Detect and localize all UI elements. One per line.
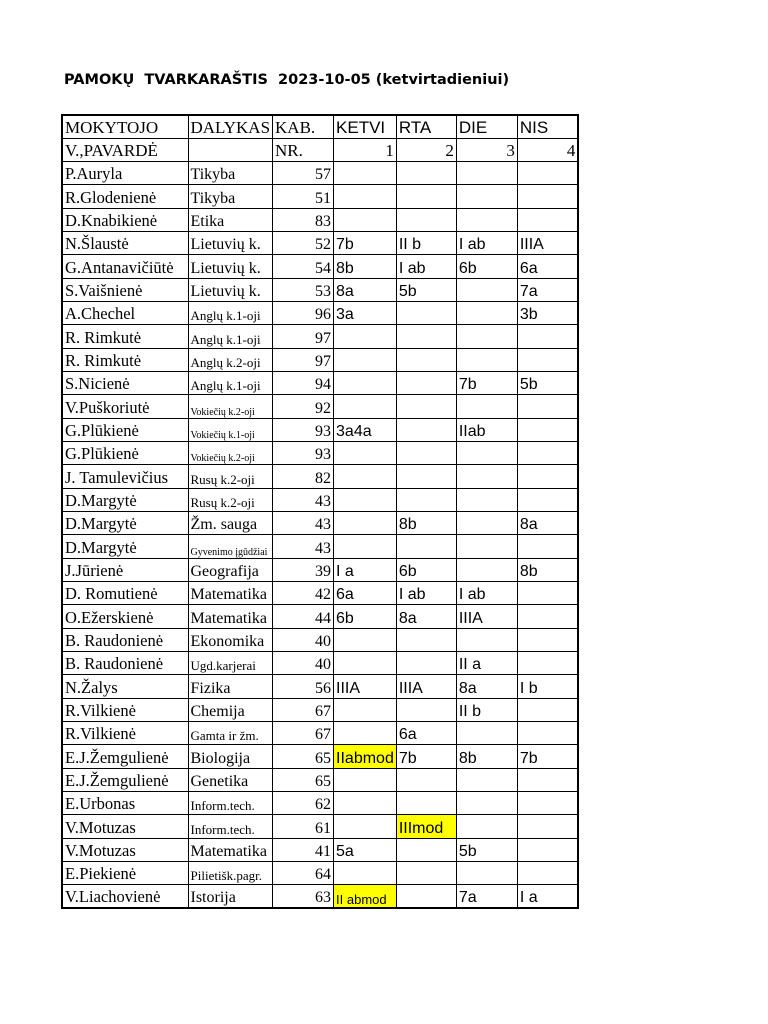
lesson-1-cell: I a: [334, 558, 397, 581]
lesson-2-cell: [396, 885, 456, 908]
lesson-1-cell: [334, 185, 397, 208]
lesson-1-cell: 3a4a: [334, 418, 397, 441]
room-cell: 93: [273, 442, 334, 465]
room-cell: 40: [273, 628, 334, 651]
lesson-4-cell: 3b: [517, 302, 578, 325]
lesson-3-cell: [456, 185, 517, 208]
lesson-1-cell: 6a: [334, 582, 397, 605]
lesson-4-cell: I a: [517, 885, 578, 908]
lesson-3-cell: I ab: [456, 582, 517, 605]
teacher-cell: V.Motuzas: [62, 815, 188, 838]
teacher-cell: D. Romutienė: [62, 582, 188, 605]
lesson-4-cell: [517, 418, 578, 441]
room-cell: 62: [273, 792, 334, 815]
lesson-2-cell: [396, 698, 456, 721]
lesson-4-cell: [517, 535, 578, 558]
teacher-cell: O.Ežerskienė: [62, 605, 188, 628]
table-row: [62, 418, 578, 441]
lesson-4-cell: [517, 162, 578, 185]
room-cell: 67: [273, 698, 334, 721]
room-cell: 65: [273, 745, 334, 768]
lesson-1-cell: [334, 208, 397, 231]
table-row: [62, 722, 578, 745]
table-row: [62, 442, 578, 465]
lesson-3-cell: 8a: [456, 675, 517, 698]
teacher-cell: N.Žalys: [62, 675, 188, 698]
teacher-cell: E.Urbonas: [62, 792, 188, 815]
table-row: [62, 208, 578, 231]
header-lesson-4: NIS: [517, 115, 578, 138]
table-row: [62, 465, 578, 488]
table-row: [62, 885, 578, 908]
lesson-3-cell: I ab: [456, 232, 517, 255]
lesson-2-cell: [396, 488, 456, 511]
lesson-1-cell: [334, 652, 397, 675]
room-cell: 96: [273, 302, 334, 325]
teacher-cell: J. Tamulevičius: [62, 465, 188, 488]
lesson-1-cell: [334, 488, 397, 511]
room-cell: 61: [273, 815, 334, 838]
teacher-cell: R. Rimkutė: [62, 325, 188, 348]
lesson-4-cell: 6a: [517, 255, 578, 278]
subject-cell: Vokiečių k.1-oji: [188, 418, 273, 441]
lesson-1-cell: IIabmod: [334, 745, 397, 768]
lesson-3-cell: 7b: [456, 372, 517, 395]
subject-cell: Inform.tech.: [188, 792, 273, 815]
table-row: [62, 582, 578, 605]
lesson-3-cell: 5b: [456, 838, 517, 861]
teacher-cell: E.J.Žemgulienė: [62, 768, 188, 791]
lesson-1-cell: 8b: [334, 255, 397, 278]
lesson-4-cell: [517, 442, 578, 465]
lesson-3-cell: [456, 325, 517, 348]
lesson-3-cell: [456, 558, 517, 581]
lesson-3-cell: IIab: [456, 418, 517, 441]
teacher-cell: G.Plūkienė: [62, 442, 188, 465]
subject-cell: Inform.tech.: [188, 815, 273, 838]
lesson-4-cell: [517, 838, 578, 861]
lesson-1-cell: 7b: [334, 232, 397, 255]
subject-cell: Biologija: [188, 745, 273, 768]
room-cell: 40: [273, 652, 334, 675]
lesson-3-cell: [456, 488, 517, 511]
table-row: [62, 348, 578, 371]
subject-cell: Chemija: [188, 698, 273, 721]
table-row: [62, 185, 578, 208]
subject-cell: Etika: [188, 208, 273, 231]
subject-cell: Lietuvių k.: [188, 278, 273, 301]
lesson-2-cell: [396, 838, 456, 861]
lesson-1-cell: [334, 628, 397, 651]
lesson-1-cell: IIIA: [334, 675, 397, 698]
room-cell: 94: [273, 372, 334, 395]
teacher-cell: R.Vilkienė: [62, 722, 188, 745]
table-row: [62, 558, 578, 581]
subject-cell: Žm. sauga: [188, 512, 273, 535]
subject-cell: Vokiečių k.2-oji: [188, 442, 273, 465]
header-lesson-1: 1: [334, 138, 397, 161]
teacher-cell: E.Piekienė: [62, 862, 188, 885]
lesson-3-cell: [456, 815, 517, 838]
teacher-cell: V.Motuzas: [62, 838, 188, 861]
header-lesson-3: 3: [456, 138, 517, 161]
lesson-2-cell: IIImod: [396, 815, 456, 838]
lesson-3-cell: [456, 348, 517, 371]
lesson-4-cell: [517, 582, 578, 605]
lesson-2-cell: IIIA: [396, 675, 456, 698]
teacher-cell: D.Margytė: [62, 512, 188, 535]
header-teacher: MOKYTOJO: [62, 115, 188, 138]
lesson-1-cell: [334, 792, 397, 815]
subject-cell: Lietuvių k.: [188, 255, 273, 278]
lesson-1-cell: [334, 535, 397, 558]
lesson-2-cell: [396, 372, 456, 395]
lesson-1-cell: [334, 465, 397, 488]
lesson-3-cell: 8b: [456, 745, 517, 768]
lesson-2-cell: [396, 162, 456, 185]
lesson-2-cell: 5b: [396, 278, 456, 301]
header-subject: [188, 138, 273, 161]
lesson-4-cell: 7a: [517, 278, 578, 301]
room-cell: 92: [273, 395, 334, 418]
teacher-cell: D.Margytė: [62, 535, 188, 558]
room-cell: 97: [273, 325, 334, 348]
lesson-2-cell: [396, 862, 456, 885]
room-cell: 93: [273, 418, 334, 441]
lesson-4-cell: 8b: [517, 558, 578, 581]
lesson-3-cell: [456, 722, 517, 745]
lesson-2-cell: [396, 348, 456, 371]
teacher-cell: V.Puškoriutė: [62, 395, 188, 418]
table-row: [62, 628, 578, 651]
room-cell: 83: [273, 208, 334, 231]
table-row: [62, 652, 578, 675]
table-row: [62, 278, 578, 301]
subject-cell: Matematika: [188, 605, 273, 628]
lesson-1-cell: 5a: [334, 838, 397, 861]
room-cell: 63: [273, 885, 334, 908]
header-teacher: V.,PAVARDĖ: [62, 138, 188, 161]
room-cell: 65: [273, 768, 334, 791]
room-cell: 56: [273, 675, 334, 698]
teacher-cell: J.Jūrienė: [62, 558, 188, 581]
lesson-3-cell: [456, 465, 517, 488]
lesson-2-cell: [396, 442, 456, 465]
lesson-1-cell: 3a: [334, 302, 397, 325]
header-row: [62, 138, 578, 161]
lesson-4-cell: 8a: [517, 512, 578, 535]
room-cell: 67: [273, 722, 334, 745]
lesson-1-cell: [334, 442, 397, 465]
lesson-3-cell: [456, 302, 517, 325]
lesson-4-cell: [517, 698, 578, 721]
room-cell: 52: [273, 232, 334, 255]
subject-cell: Rusų k.2-oji: [188, 488, 273, 511]
lesson-3-cell: [456, 862, 517, 885]
room-cell: 57: [273, 162, 334, 185]
lesson-3-cell: 7a: [456, 885, 517, 908]
lesson-4-cell: [517, 348, 578, 371]
lesson-2-cell: [396, 628, 456, 651]
teacher-cell: R. Rimkutė: [62, 348, 188, 371]
lesson-3-cell: [456, 208, 517, 231]
table-row: [62, 488, 578, 511]
room-cell: 54: [273, 255, 334, 278]
table-row: [62, 862, 578, 885]
lesson-2-cell: 8b: [396, 512, 456, 535]
room-cell: 97: [273, 348, 334, 371]
subject-cell: Lietuvių k.: [188, 232, 273, 255]
table-row: [62, 698, 578, 721]
teacher-cell: S.Vaišnienė: [62, 278, 188, 301]
lesson-4-cell: [517, 208, 578, 231]
lesson-4-cell: 7b: [517, 745, 578, 768]
room-cell: 43: [273, 512, 334, 535]
lesson-2-cell: [396, 535, 456, 558]
teacher-cell: N.Šlaustė: [62, 232, 188, 255]
lesson-1-cell: II abmod: [334, 885, 397, 908]
table-row: [62, 535, 578, 558]
lesson-4-cell: [517, 488, 578, 511]
lesson-1-cell: [334, 862, 397, 885]
lesson-1-cell: [334, 512, 397, 535]
subject-cell: Matematika: [188, 838, 273, 861]
teacher-cell: S.Nicienė: [62, 372, 188, 395]
lesson-4-cell: [517, 768, 578, 791]
subject-cell: Tikyba: [188, 162, 273, 185]
subject-cell: Genetika: [188, 768, 273, 791]
lesson-1-cell: 6b: [334, 605, 397, 628]
header-lesson-2: 2: [396, 138, 456, 161]
lesson-2-cell: I ab: [396, 255, 456, 278]
lesson-4-cell: [517, 605, 578, 628]
lesson-4-cell: I b: [517, 675, 578, 698]
lesson-2-cell: [396, 325, 456, 348]
teacher-cell: B. Raudonienė: [62, 628, 188, 651]
lesson-4-cell: 5b: [517, 372, 578, 395]
teacher-cell: R.Vilkienė: [62, 698, 188, 721]
subject-cell: Tikyba: [188, 185, 273, 208]
room-cell: 41: [273, 838, 334, 861]
lesson-2-cell: [396, 395, 456, 418]
teacher-cell: A.Chechel: [62, 302, 188, 325]
lesson-4-cell: [517, 325, 578, 348]
lesson-2-cell: [396, 302, 456, 325]
lesson-3-cell: [456, 512, 517, 535]
table-row: [62, 325, 578, 348]
teacher-cell: G.Antanavičiūtė: [62, 255, 188, 278]
lesson-1-cell: [334, 395, 397, 418]
room-cell: 64: [273, 862, 334, 885]
subject-cell: Ekonomika: [188, 628, 273, 651]
page-title: PAMOKŲ TVARKARAŠTIS 2023-10-05 (ketvirtadieniui): [64, 72, 510, 88]
lesson-3-cell: [456, 535, 517, 558]
lesson-1-cell: [334, 372, 397, 395]
header-room: KAB.: [273, 115, 334, 138]
teacher-cell: B. Raudonienė: [62, 652, 188, 675]
header-subject: DALYKAS: [188, 115, 273, 138]
lesson-3-cell: [456, 768, 517, 791]
lesson-4-cell: [517, 185, 578, 208]
room-cell: 42: [273, 582, 334, 605]
lesson-1-cell: [334, 325, 397, 348]
lesson-3-cell: 6b: [456, 255, 517, 278]
table-row: [62, 255, 578, 278]
lesson-1-cell: [334, 162, 397, 185]
subject-cell: Pilietišk.pagr.: [188, 862, 273, 885]
lesson-2-cell: [396, 418, 456, 441]
lesson-1-cell: [334, 698, 397, 721]
room-cell: 43: [273, 535, 334, 558]
room-cell: 51: [273, 185, 334, 208]
lesson-1-cell: [334, 348, 397, 371]
lesson-3-cell: II b: [456, 698, 517, 721]
table-row: [62, 675, 578, 698]
table-row: [62, 162, 578, 185]
subject-cell: Gyvenimo įgūdžiai: [188, 535, 273, 558]
subject-cell: Rusų k.2-oji: [188, 465, 273, 488]
lesson-2-cell: 7b: [396, 745, 456, 768]
table-row: [62, 302, 578, 325]
table-row: [62, 512, 578, 535]
teacher-cell: E.J.Žemgulienė: [62, 745, 188, 768]
table-row: [62, 395, 578, 418]
lesson-4-cell: [517, 815, 578, 838]
lesson-3-cell: [456, 395, 517, 418]
lesson-4-cell: [517, 628, 578, 651]
room-cell: 39: [273, 558, 334, 581]
lesson-3-cell: II a: [456, 652, 517, 675]
lesson-2-cell: [396, 208, 456, 231]
subject-cell: Vokiečių k.2-oji: [188, 395, 273, 418]
lesson-1-cell: [334, 815, 397, 838]
lesson-4-cell: [517, 862, 578, 885]
header-lesson-4: 4: [517, 138, 578, 161]
lesson-4-cell: [517, 652, 578, 675]
room-cell: 82: [273, 465, 334, 488]
table-row: [62, 605, 578, 628]
subject-cell: Istorija: [188, 885, 273, 908]
teacher-cell: V.Liachovienė: [62, 885, 188, 908]
subject-cell: Fizika: [188, 675, 273, 698]
room-cell: 43: [273, 488, 334, 511]
subject-cell: Geografija: [188, 558, 273, 581]
teacher-cell: P.Auryla: [62, 162, 188, 185]
lesson-1-cell: 8a: [334, 278, 397, 301]
header-row: [62, 115, 578, 138]
lesson-3-cell: [456, 442, 517, 465]
table-row: [62, 792, 578, 815]
subject-cell: Anglų k.1-oji: [188, 372, 273, 395]
lesson-4-cell: [517, 395, 578, 418]
lesson-3-cell: [456, 628, 517, 651]
table-row: [62, 768, 578, 791]
table-row: [62, 838, 578, 861]
lesson-2-cell: 6b: [396, 558, 456, 581]
teacher-cell: D.Knabikienė: [62, 208, 188, 231]
header-lesson-2: RTA: [396, 115, 456, 138]
lesson-2-cell: 8a: [396, 605, 456, 628]
teacher-cell: R.Glodenienė: [62, 185, 188, 208]
room-cell: 53: [273, 278, 334, 301]
subject-cell: Anglų k.1-oji: [188, 325, 273, 348]
lesson-2-cell: [396, 792, 456, 815]
table-row: [62, 232, 578, 255]
lesson-2-cell: I ab: [396, 582, 456, 605]
lesson-1-cell: [334, 722, 397, 745]
table-row: [62, 372, 578, 395]
lesson-2-cell: [396, 185, 456, 208]
lesson-2-cell: [396, 768, 456, 791]
header-lesson-3: DIE: [456, 115, 517, 138]
lesson-3-cell: [456, 162, 517, 185]
schedule-table: [61, 114, 579, 909]
subject-cell: Anglų k.1-oji: [188, 302, 273, 325]
lesson-4-cell: [517, 792, 578, 815]
table-row: [62, 815, 578, 838]
teacher-cell: D.Margytė: [62, 488, 188, 511]
subject-cell: Anglų k.2-oji: [188, 348, 273, 371]
lesson-3-cell: [456, 278, 517, 301]
header-room: NR.: [273, 138, 334, 161]
lesson-2-cell: 6a: [396, 722, 456, 745]
table-row: [62, 745, 578, 768]
lesson-4-cell: IIIA: [517, 232, 578, 255]
teacher-cell: G.Plūkienė: [62, 418, 188, 441]
header-lesson-1: KETVI: [334, 115, 397, 138]
subject-cell: Gamta ir žm.: [188, 722, 273, 745]
subject-cell: Ugd.karjerai: [188, 652, 273, 675]
lesson-2-cell: II b: [396, 232, 456, 255]
lesson-1-cell: [334, 768, 397, 791]
subject-cell: Matematika: [188, 582, 273, 605]
room-cell: 44: [273, 605, 334, 628]
lesson-2-cell: [396, 652, 456, 675]
lesson-4-cell: [517, 465, 578, 488]
lesson-2-cell: [396, 465, 456, 488]
lesson-4-cell: [517, 722, 578, 745]
lesson-3-cell: IIIA: [456, 605, 517, 628]
lesson-3-cell: [456, 792, 517, 815]
